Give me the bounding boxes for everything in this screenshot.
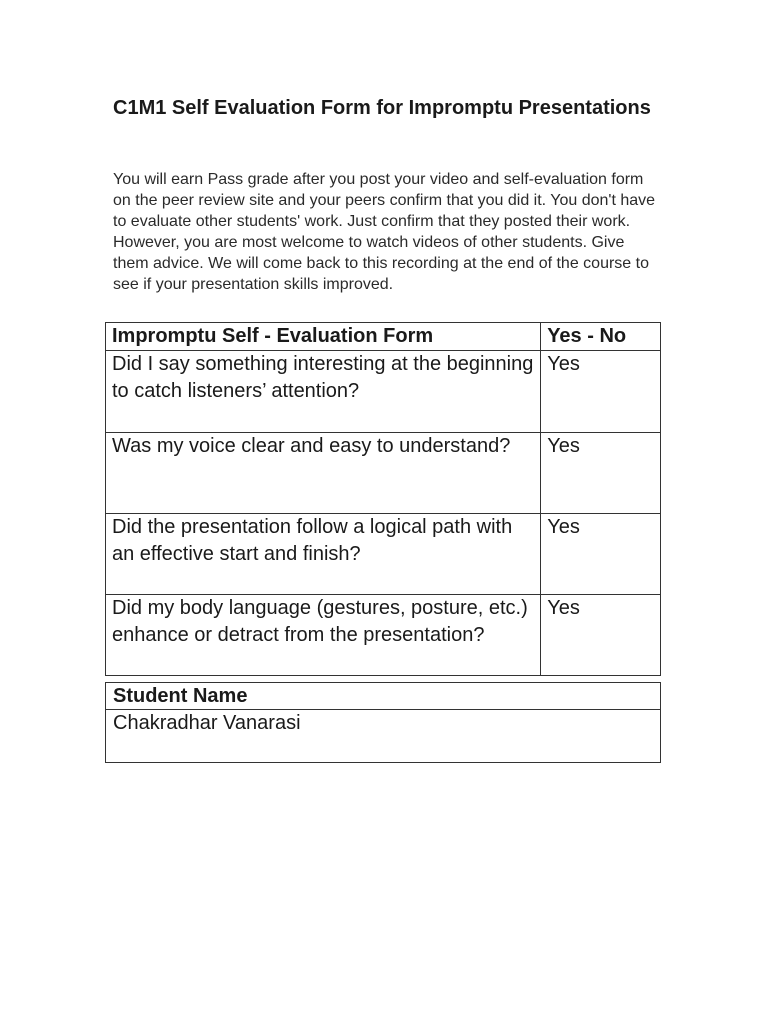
table-row xyxy=(106,514,661,595)
answer-column-header: Yes - No xyxy=(541,323,661,351)
student-name-table xyxy=(105,682,661,763)
answer-cell: Yes xyxy=(541,514,661,595)
student-name-label: Student Name xyxy=(106,683,661,710)
page-title: C1M1 Self Evaluation Form for Impromptu Presentations xyxy=(113,97,651,119)
intro-paragraph: You will earn Pass grade after you post your video and self-evaluation form on the peer review site and your peers confirm that you did it. You don't have to evaluate other students' work. Just confirm that they posted their work. However, you are most welcome to watch videos of other students. Give them advice. We will come back to this recording at the end of the course to see if your presentation skills improved. xyxy=(113,171,656,293)
question-cell: Did the presentation follow a logical path with an effective start and finish? xyxy=(106,514,541,595)
question-cell: Did I say something interesting at the beginning to catch listeners’ attention? xyxy=(106,351,541,433)
table-header-row xyxy=(106,323,661,351)
student-name-row xyxy=(106,710,661,763)
question-column-header: Impromptu Self - Evaluation Form xyxy=(106,323,541,351)
table-row xyxy=(106,433,661,514)
table-row xyxy=(106,351,661,433)
question-cell: Did my body language (gestures, posture, etc.) enhance or detract from the presentation? xyxy=(106,595,541,676)
table-row xyxy=(106,595,661,676)
student-name-header-row xyxy=(106,683,661,710)
answer-cell: Yes xyxy=(541,433,661,514)
answer-cell: Yes xyxy=(541,351,661,433)
evaluation-table xyxy=(105,322,661,676)
question-cell: Was my voice clear and easy to understand? xyxy=(106,433,541,514)
student-name-value: Chakradhar Vanarasi xyxy=(106,710,661,763)
answer-cell: Yes xyxy=(541,595,661,676)
